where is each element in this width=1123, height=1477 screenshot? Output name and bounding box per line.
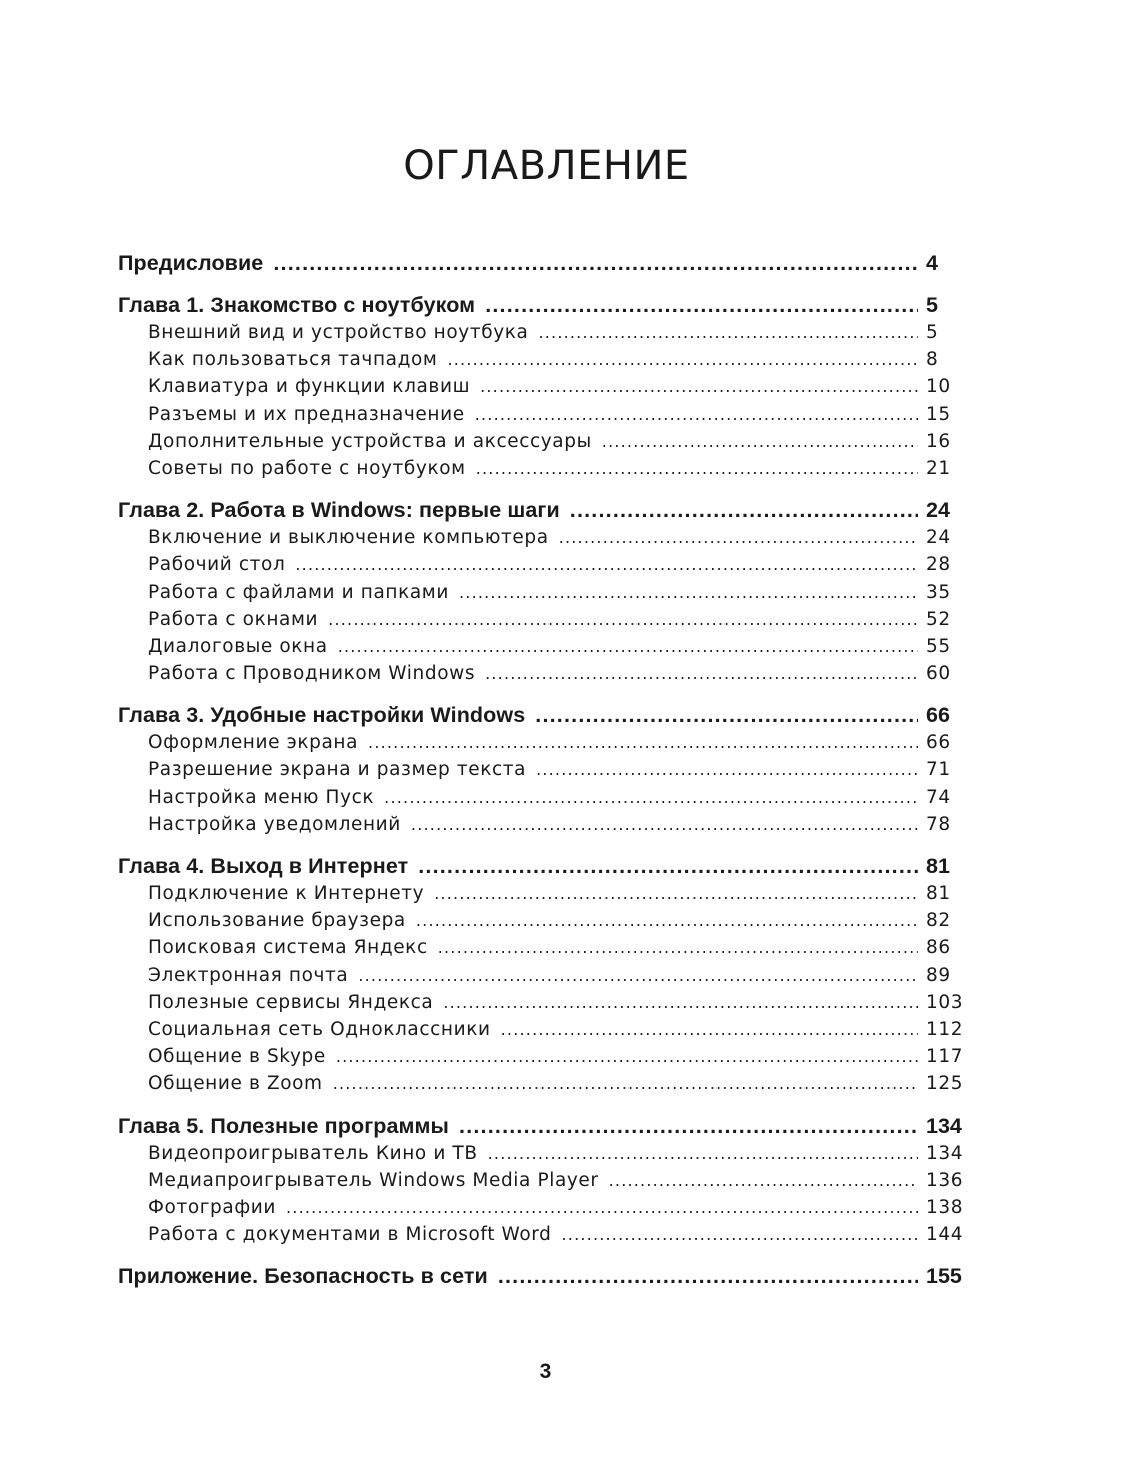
toc-entry-page: 134	[926, 1113, 962, 1138]
toc-entry-page: 28	[926, 554, 951, 576]
toc-entry-title: Фотографии	[148, 1196, 277, 1218]
toc-entry-title: Настройка меню Пуск	[148, 786, 375, 808]
dot-leader	[368, 729, 918, 756]
toc-subentry[interactable]	[118, 1221, 970, 1248]
toc-entry-page: 78	[926, 813, 951, 835]
toc-entry-title: Как пользоваться тачпадом	[148, 349, 438, 371]
toc-entry-title: Разъемы и их предназначение	[148, 403, 465, 425]
toc-entry-title: Полезные сервисы Яндекса	[148, 991, 434, 1013]
toc-entry-page: 66	[926, 732, 951, 754]
toc-entry-page: 112	[926, 1018, 964, 1040]
toc-entry-title: Внешний вид и устройство ноутбука	[148, 322, 529, 343]
toc-subentry[interactable]	[118, 551, 970, 578]
dot-leader	[333, 1070, 918, 1097]
dot-leader	[559, 524, 918, 551]
toc-entry-page: 60	[926, 663, 951, 685]
toc-entry-title: Электронная почта	[148, 964, 349, 986]
toc-chapter-entry[interactable]	[118, 853, 970, 880]
dot-leader	[328, 606, 918, 633]
dot-leader	[418, 853, 918, 880]
toc-entry-page: 24	[926, 498, 950, 523]
toc-subentry[interactable]	[118, 319, 970, 346]
table-of-contents	[118, 250, 970, 1305]
toc-subentry[interactable]	[118, 633, 970, 660]
dot-leader	[480, 373, 918, 400]
toc-entry-title: Общение в Zoom	[148, 1073, 323, 1095]
toc-entry-title: Включение и выключение компьютера	[148, 527, 549, 549]
toc-entry-title: Разрешение экрана и размер текста	[148, 759, 527, 781]
toc-subentry[interactable]	[118, 729, 970, 756]
toc-entry-page: 15	[926, 403, 951, 425]
toc-subentry[interactable]	[118, 660, 970, 687]
toc-entry-title: Подключение к Интернету	[148, 883, 425, 904]
toc-chapter-entry[interactable]	[118, 250, 970, 277]
toc-entry-page: 21	[926, 457, 951, 479]
toc-subentry[interactable]	[118, 1016, 970, 1043]
toc-entry-page: 81	[926, 854, 950, 878]
toc-subentry[interactable]	[118, 1043, 970, 1070]
dot-leader	[443, 989, 918, 1016]
toc-subentry[interactable]	[118, 1194, 970, 1221]
toc-section	[118, 292, 970, 482]
toc-section	[118, 1263, 970, 1290]
dot-leader	[501, 1016, 918, 1043]
dot-leader	[602, 428, 918, 455]
toc-subentry[interactable]	[118, 934, 970, 961]
toc-chapter-entry[interactable]	[118, 1113, 970, 1140]
dot-leader	[434, 880, 918, 907]
toc-subentry[interactable]	[118, 1070, 970, 1097]
toc-entry-title: Настройка уведомлений	[148, 813, 401, 835]
toc-entry-page: 136	[926, 1169, 964, 1191]
toc-entry-page: 155	[926, 1264, 962, 1289]
toc-entry-page: 117	[926, 1046, 964, 1068]
toc-subentry[interactable]	[118, 989, 970, 1016]
toc-entry-title: Клавиатура и функции клавиш	[148, 376, 471, 398]
dot-leader	[438, 934, 918, 961]
dot-leader	[447, 346, 918, 373]
toc-entry-page: 5	[926, 322, 939, 343]
toc-entry-page: 125	[926, 1073, 964, 1095]
toc-subentry[interactable]	[118, 524, 970, 551]
toc-subentry[interactable]	[118, 811, 970, 838]
dot-leader	[336, 1043, 918, 1070]
toc-entry-title: Советы по работе с ноутбуком	[148, 457, 466, 479]
toc-entry-page: 86	[926, 937, 951, 959]
dot-leader	[562, 1221, 918, 1248]
toc-subentry[interactable]	[118, 455, 970, 482]
dot-leader	[286, 1194, 918, 1221]
toc-subentry[interactable]	[118, 373, 970, 400]
toc-entry-page: 74	[926, 786, 951, 808]
toc-entry-page: 4	[926, 251, 938, 275]
dot-leader	[384, 784, 918, 811]
dot-leader	[536, 756, 918, 783]
dot-leader	[609, 1167, 918, 1194]
toc-entry-title: Работа с файлами и папками	[148, 581, 449, 603]
toc-entry-page: 144	[926, 1224, 964, 1246]
dot-leader	[411, 811, 918, 838]
toc-subentry[interactable]	[118, 907, 970, 934]
toc-entry-page: 138	[926, 1196, 964, 1218]
toc-entry-page: 71	[926, 759, 951, 781]
toc-entry-title: Предисловие	[118, 251, 264, 275]
dot-leader	[459, 579, 918, 606]
toc-entry-title: Диалоговые окна	[148, 635, 328, 657]
dot-leader	[338, 633, 918, 660]
toc-entry-title: Дополнительные устройства и аксессуары	[148, 430, 592, 452]
toc-entry-title: Видеопроигрыватель Кино и ТВ	[148, 1142, 478, 1164]
dot-leader	[498, 1263, 918, 1290]
toc-entry-page: 66	[926, 703, 950, 728]
toc-entry-page: 24	[926, 527, 951, 549]
toc-section	[118, 1113, 970, 1249]
toc-subentry[interactable]	[118, 784, 970, 811]
toc-chapter-entry[interactable]	[118, 497, 970, 524]
dot-leader	[538, 319, 918, 346]
toc-subentry[interactable]	[118, 606, 970, 633]
toc-entry-title: Поисковая система Яндекс	[148, 937, 428, 959]
dot-leader	[488, 1140, 918, 1167]
dot-leader	[476, 455, 918, 482]
toc-subentry[interactable]	[118, 579, 970, 606]
toc-subentry[interactable]	[118, 428, 970, 455]
toc-chapter-entry[interactable]	[118, 292, 970, 319]
toc-entry-page: 52	[926, 608, 951, 630]
toc-entry-title: Работа с окнами	[148, 608, 319, 630]
toc-entry-title: Глава 2. Работа в Windows: первые шаги	[118, 498, 560, 523]
toc-chapter-entry[interactable]	[118, 1263, 970, 1290]
toc-entry-title: Приложение. Безопасность в сети	[118, 1264, 488, 1289]
toc-entry-title: Глава 5. Полезные программы	[118, 1113, 450, 1138]
dot-leader	[295, 551, 918, 578]
toc-subentry[interactable]	[118, 880, 970, 907]
toc-entry-title: Социальная сеть Одноклассники	[148, 1018, 491, 1040]
page-number: 3	[539, 1360, 552, 1383]
dot-leader	[416, 907, 918, 934]
dot-leader	[570, 497, 918, 524]
toc-entry-page: 55	[926, 635, 951, 657]
toc-subentry[interactable]	[118, 962, 970, 989]
toc-entry-title: Общение в Skype	[148, 1046, 326, 1068]
toc-entry-title: Использование браузера	[148, 910, 406, 932]
dot-leader	[358, 962, 918, 989]
dot-leader	[475, 401, 918, 428]
toc-chapter-entry[interactable]	[118, 702, 970, 729]
toc-entry-title: Глава 3. Удобные настройки Windows	[118, 703, 526, 728]
toc-entry-page: 16	[926, 430, 951, 452]
toc-entry-page: 35	[926, 581, 951, 603]
dot-leader	[485, 660, 918, 687]
toc-subentry[interactable]	[118, 1140, 970, 1167]
toc-entry-title: Глава 4. Выход в Интернет	[118, 854, 409, 878]
toc-subentry[interactable]	[118, 401, 970, 428]
toc-entry-page: 82	[926, 910, 951, 932]
toc-entry-title: Медиапроигрыватель Windows Media Player	[148, 1169, 599, 1191]
toc-subentry[interactable]	[118, 756, 970, 783]
toc-entry-page: 134	[926, 1142, 964, 1164]
toc-entry-title: Работа с Проводником Windows	[148, 663, 476, 685]
toc-entry-page: 10	[926, 376, 951, 398]
page-title: ОГЛАВЛЕНИЕ	[403, 143, 690, 189]
toc-subentry[interactable]	[118, 346, 970, 373]
toc-entry-title: Глава 1. Знакомство с ноутбуком	[118, 293, 476, 317]
dot-leader	[535, 702, 918, 729]
toc-entry-title: Работа с документами в Microsoft Word	[148, 1224, 552, 1246]
toc-entry-page: 81	[926, 883, 951, 904]
toc-entry-page: 103	[926, 991, 964, 1013]
toc-entry-title: Оформление экрана	[148, 732, 359, 754]
dot-leader	[485, 292, 918, 319]
toc-section	[118, 853, 970, 1098]
toc-section	[118, 702, 970, 838]
toc-entry-page: 8	[926, 349, 939, 371]
toc-section	[118, 250, 970, 277]
toc-entry-title: Рабочий стол	[148, 554, 286, 576]
toc-entry-page: 5	[926, 293, 938, 317]
dot-leader	[273, 250, 918, 277]
toc-entry-page: 89	[926, 964, 951, 986]
toc-section	[118, 497, 970, 687]
toc-subentry[interactable]	[118, 1167, 970, 1194]
dot-leader	[459, 1113, 918, 1140]
